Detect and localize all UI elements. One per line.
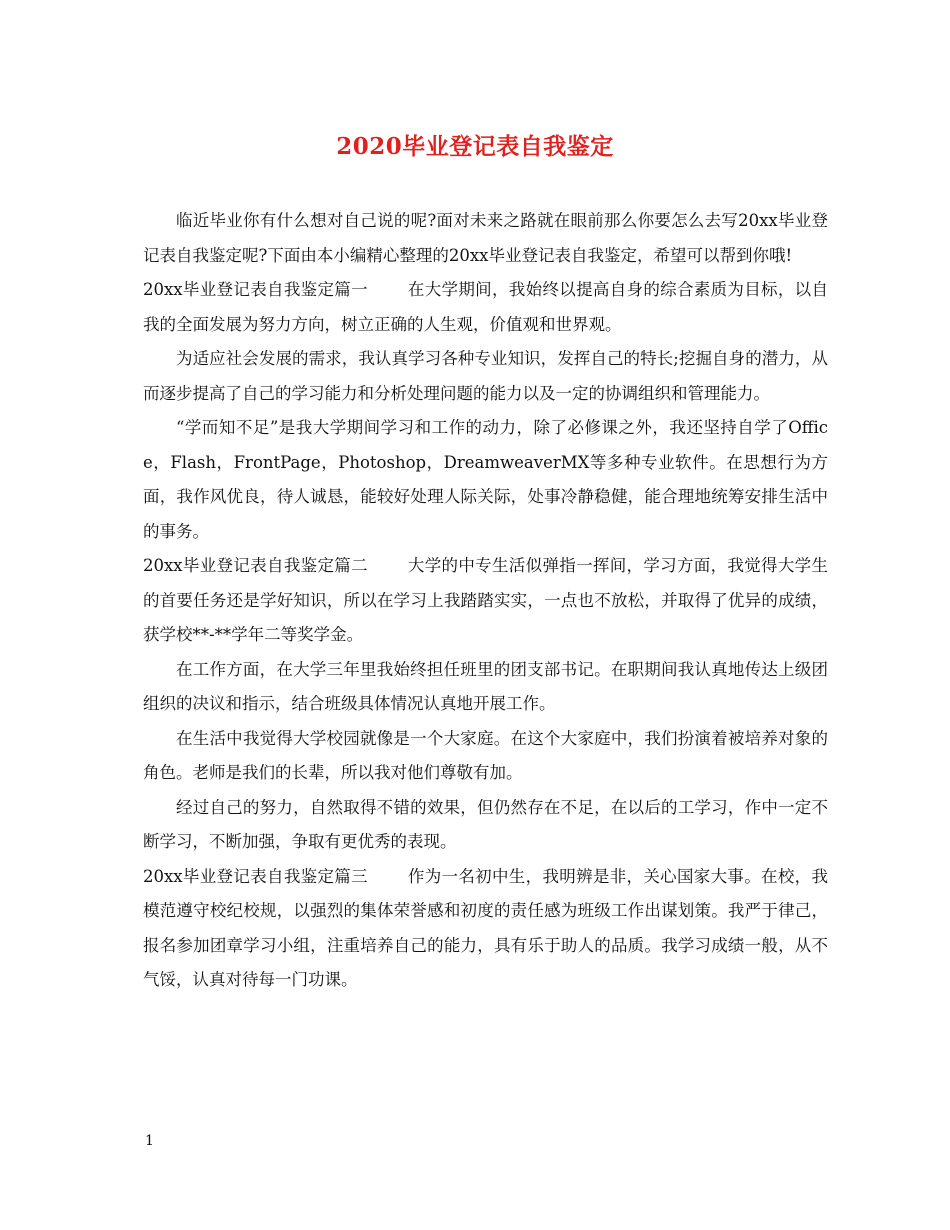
paragraph: 在工作方面，在大学三年里我始终担任班里的团支部书记。在职期间我认真地传达上级团组织的决议和指示，结合班级具体情况认真地开展工作。 (143, 659, 828, 713)
document-body (143, 204, 828, 998)
paragraph: “学而知不足”是我大学期间学习和工作的动力，除了必修课之外，我还坚持自学了Office，Flash，FrontPage，Photoshop，DreamweaverMX等多种专业软件。在思想行为方面，我作风优良，待人诚恳，能较好处理人际关际，处事冷静稳健，能合理地统筹安排生活中的事务。 (143, 418, 828, 541)
section-paragraph (143, 273, 828, 342)
section-heading: 20xx毕业登记表自我鉴定篇二 (143, 556, 368, 575)
paragraph: 在生活中我觉得大学校园就像是一个大家庭。在这个大家庭中，我们扮演着被培养对象的角色。老师是我们的长辈，所以我对他们尊敬有加。 (143, 728, 828, 782)
section-heading: 20xx毕业登记表自我鉴定篇一 (143, 280, 368, 299)
page-number: 1 (145, 1133, 154, 1149)
section-text: 作为一名初中生，我明辨是非，关心国家大事。在校，我模范遵守校纪校规，以强烈的集体荣誉感和初度的责任感为班级工作出谋划策。我严于律己，报名参加团章学习小组，注重培养自己的能力，具有乐于助人的品质。我学习成绩一般，从不气馁，认真对待每一门功课。 (143, 866, 828, 989)
paragraph: 为适应社会发展的需求，我认真学习各种专业知识，发挥自己的特长;挖掘自身的潜力，从而逐步提高了自己的学习能力和分析处理问题的能力以及一定的协调组织和管理能力。 (143, 349, 828, 403)
document-title: 2020毕业登记表自我鉴定 (336, 133, 614, 160)
section-heading: 20xx毕业登记表自我鉴定篇三 (143, 866, 368, 886)
section-paragraph (143, 860, 828, 998)
paragraph: 临近毕业你有什么想对自己说的呢?面对未来之路就在眼前那么你要怎么去写20xx毕业登记表自我鉴定呢?下面由本小编精心整理的20xx毕业登记表自我鉴定，希望可以帮到你哦! (143, 211, 828, 265)
section-text: 大学的中专生活似弹指一挥间，学习方面，我觉得大学生的首要任务还是学好知识，所以在学习上我踏踏实实，一点也不放松，并取得了优异的成绩，获学校**-**学年二等奖学金。 (143, 556, 828, 644)
section-paragraph (143, 549, 828, 653)
paragraph: 经过自己的努力，自然取得不错的效果，但仍然存在不足，在以后的工学习，作中一定不断学习，不断加强，争取有更优秀的表现。 (143, 797, 828, 851)
section-text: 在大学期间，我始终以提高自身的综合素质为目标，以自我的全面发展为努力方向，树立正确的人生观，价值观和世界观。 (143, 280, 828, 334)
